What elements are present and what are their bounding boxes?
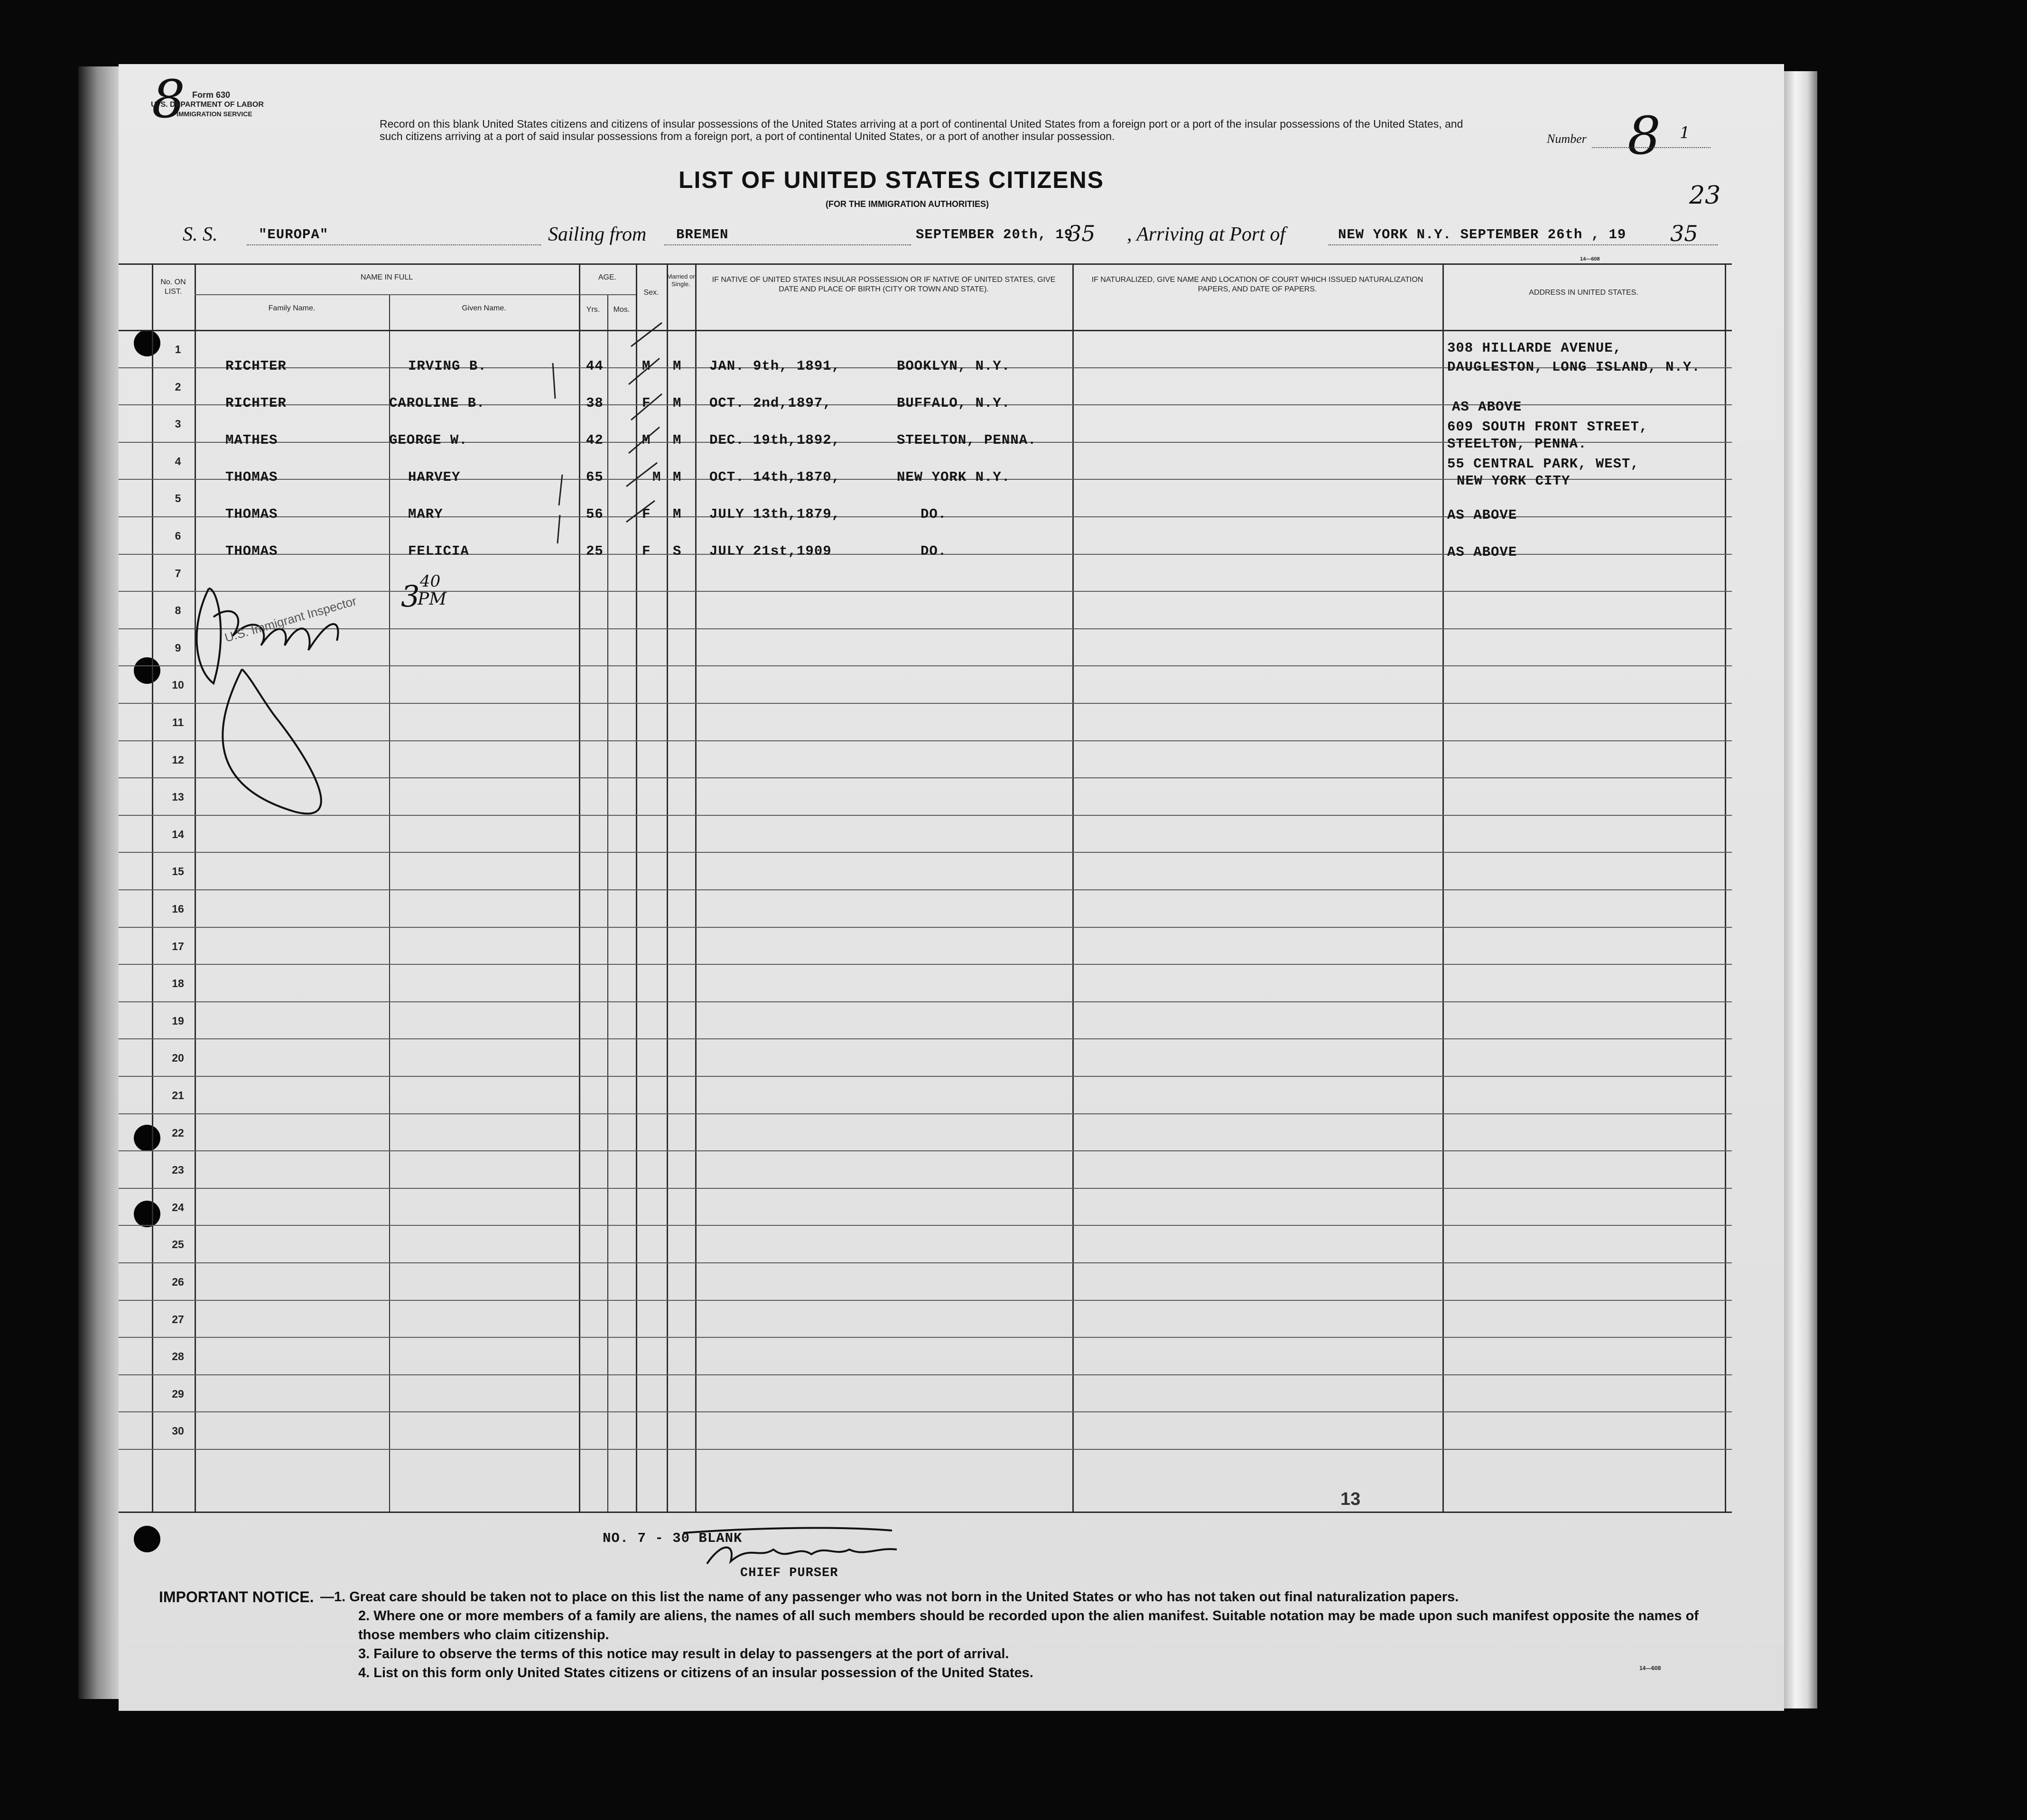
sex: F (642, 395, 651, 411)
notice-item-3: 3. Failure to observe the terms of this notice may result in delay to passengers at the port of arrival. (358, 1646, 1009, 1661)
stamp-time-minutes: 40 (420, 572, 441, 591)
row-rule (119, 927, 1732, 928)
birth-place: BOOKLYN, N.Y. (897, 358, 1011, 374)
notice-item-2: 2. Where one or more members of a family are aliens, the names of all such members should be recorded upon the alien manifest. Suitable notation may be made upon such manifest opposite the names of those members who claim citizenship. (358, 1608, 1699, 1643)
row-rule (119, 1225, 1732, 1226)
port-rule (664, 244, 911, 245)
inspector-stamp-text: U.S. Immigrant Inspector (223, 593, 358, 645)
number-rule (1592, 147, 1711, 148)
given-name: CAROLINE B. (389, 395, 485, 411)
row-rule (119, 1038, 1732, 1039)
arrival-rule (1329, 244, 1718, 245)
address-line-1: 609 SOUTH FRONT STREET, (1447, 419, 1648, 435)
marital-status: M (673, 506, 682, 522)
ship-rule (247, 244, 541, 245)
address-line-2: DAUGLESTON, LONG ISLAND, N.Y. (1447, 359, 1701, 375)
given-name: MARY (408, 506, 443, 522)
blank-rows-note: NO. 7 - 30 BLANK (603, 1531, 743, 1546)
passenger-table (119, 263, 1732, 1512)
stamp-time-hour: 3 (401, 579, 420, 614)
marital-status: S (673, 543, 682, 559)
check-marks (119, 263, 1732, 596)
page-mark: 23 (1689, 181, 1721, 210)
notice-item-4: 4. List on this form only United States citizens or citizens of an insular possession of the United States. (358, 1665, 1033, 1680)
birth-date: JAN. 9th, 1891, (709, 358, 841, 374)
handwritten-form-mark: 8 (152, 69, 185, 130)
page-edge (1784, 71, 1817, 1708)
marital-status: M (673, 432, 682, 448)
form-department: U. S. DEPARTMENT OF LABOR (151, 101, 264, 109)
col-header-married: Married or Single. (667, 273, 695, 288)
row-number: 26 (172, 1276, 184, 1288)
sex: F (642, 543, 651, 559)
given-name: HARVEY (408, 469, 461, 485)
form-instructions: Record on this blank United States citizens and citizens of insular possessions of the United States arriving at a port of continental United States from a foreign port or a port of the insular possessions of the United States, and such citizens arriving at a port of said insular possessions from a foreign port, a port of continental United States, or a port of another insular possession. (380, 118, 1463, 142)
ship-name: "EUROPA" (259, 227, 329, 243)
row-number: 20 (172, 1052, 184, 1064)
purser-signature-icon (679, 1516, 925, 1568)
col-header-given: Given Name. (462, 304, 506, 312)
printer-code: 14—608 (1580, 256, 1600, 262)
address-line-2: NEW YORK CITY (1457, 473, 1571, 489)
number-label: Number (1547, 132, 1587, 146)
row-number: 16 (172, 903, 184, 915)
row-rule (119, 1449, 1732, 1450)
birth-place: DO. (921, 543, 947, 559)
sailing-label: Sailing from (548, 224, 647, 245)
row-rule (119, 1411, 1732, 1412)
row-number: 5 (175, 492, 181, 504)
row-rule (119, 889, 1732, 890)
family-name: RICHTER (225, 358, 287, 374)
marital-status: M (673, 469, 682, 485)
age-years: 42 (586, 432, 604, 448)
family-name: RICHTER (225, 395, 287, 411)
birth-date: OCT. 2nd,1897, (709, 395, 832, 411)
sailing-date: SEPTEMBER 20th, 19 (916, 227, 1073, 243)
row-rule (119, 1076, 1732, 1077)
form-service: IMMIGRATION SERVICE (177, 110, 252, 118)
arrival-year: 35 (1670, 221, 1698, 246)
row-number: 6 (175, 530, 181, 542)
row-rule (119, 1113, 1732, 1114)
arrival-label: , Arriving at Port of (1127, 224, 1286, 245)
page-title: LIST OF UNITED STATES CITIZENS (679, 167, 1105, 193)
row-number: 14 (172, 828, 184, 840)
col-header-sex: Sex. (643, 289, 659, 297)
row-number: 13 (172, 791, 184, 803)
corner-form-code: 14—608 (1639, 1665, 1661, 1671)
birth-date: DEC. 19th,1892, (709, 432, 841, 448)
col-header-birth: IF NATIVE OF UNITED STATES INSULAR POSSESSION OR IF NATIVE OF UNITED STATES, GIVE DATE AND PLACE OF BIRTH (CITY OR TOWN AND STATE). (712, 276, 1056, 293)
row-rule (119, 1150, 1732, 1151)
page-count: 13 (1340, 1489, 1361, 1509)
birth-place: STEELTON, PENNA. (897, 432, 1037, 448)
address-line-1: AS ABOVE (1452, 399, 1522, 415)
row-number: 25 (172, 1238, 184, 1251)
row-number: 30 (172, 1425, 184, 1437)
family-name: THOMAS (225, 469, 278, 485)
row-number: 18 (172, 977, 184, 989)
row-rule (119, 1001, 1732, 1002)
family-name: THOMAS (225, 506, 278, 522)
stamp-time-suffix: PM (418, 589, 447, 609)
row-number: 1 (175, 343, 181, 355)
row-number: 15 (172, 865, 184, 877)
birth-place: DO. (921, 506, 947, 522)
row-rule (119, 1188, 1732, 1189)
binder-hole (134, 1526, 160, 1552)
col-header-family: Family Name. (268, 304, 316, 312)
row-rule (119, 1262, 1732, 1263)
number-tick-mark: 1 (1680, 123, 1690, 142)
birth-date: OCT. 14th,1870, (709, 469, 841, 485)
col-header-no: No. ON LIST. (160, 278, 186, 296)
marital-status: M (673, 358, 682, 374)
row-number: 12 (172, 754, 184, 766)
list-number: 8 (1627, 105, 1661, 166)
row-rule (119, 1300, 1732, 1301)
col-header-address: ADDRESS IN UNITED STATES. (1529, 289, 1638, 297)
row-number: 23 (172, 1164, 184, 1176)
given-name: GEORGE W. (389, 432, 468, 448)
row-number: 8 (175, 604, 181, 616)
row-number: 27 (172, 1313, 184, 1325)
birth-date: JULY 13th,1879, (709, 506, 841, 522)
age-years: 65 (586, 469, 604, 485)
form-number: Form 630 (192, 90, 231, 100)
address-line-1: 55 CENTRAL PARK, WEST, (1447, 456, 1639, 472)
col-header-name-group: NAME IN FULL (360, 273, 413, 281)
row-number: 22 (172, 1127, 184, 1139)
address-line-1: 308 HILLARDE AVENUE, (1447, 340, 1622, 356)
row-rule (119, 964, 1732, 965)
row-number: 24 (172, 1201, 184, 1213)
col-header-age: AGE. (598, 273, 617, 281)
row-number: 29 (172, 1388, 184, 1400)
col-header-naturalized: IF NATURALIZED, GIVE NAME AND LOCATION OF COURT WHICH ISSUED NATURALIZATION PAPERS, AND DATE OF PAPERS. (1091, 276, 1423, 293)
sex: M (642, 358, 651, 374)
binding-spine (78, 66, 121, 1699)
birth-place: NEW YORK N.Y. (897, 469, 1011, 485)
col-header-yrs: Yrs. (586, 306, 600, 314)
notice-item-1: —1. Great care should be taken not to place on this list the name of any passenger who was not born in the United States or who has not taken out final naturalization papers. (320, 1589, 1459, 1605)
sex: M (652, 469, 661, 485)
arrival-port-date: NEW YORK N.Y. SEPTEMBER 26th , 19 (1338, 227, 1627, 243)
address-line-2: STEELTON, PENNA. (1447, 436, 1587, 452)
row-rule (119, 852, 1732, 853)
marital-status: M (673, 395, 682, 411)
sailing-port: BREMEN (676, 227, 729, 243)
row-rule (119, 1337, 1732, 1338)
age-years: 44 (586, 358, 604, 374)
row-number: 19 (172, 1015, 184, 1027)
row-number: 10 (172, 679, 184, 691)
sex: M (642, 432, 651, 448)
sailing-year: 35 (1068, 221, 1096, 246)
row-number: 3 (175, 418, 181, 430)
given-name: IRVING B. (408, 358, 487, 374)
notice-heading: IMPORTANT NOTICE. (159, 1588, 314, 1605)
row-number: 11 (172, 716, 184, 728)
age-years: 25 (586, 543, 604, 559)
row-number: 17 (172, 940, 184, 952)
row-number: 2 (175, 381, 181, 393)
row-number: 28 (172, 1350, 184, 1363)
ship-label: S. S. (183, 224, 218, 245)
family-name: MATHES (225, 432, 278, 448)
given-name: FELICIA (408, 543, 469, 559)
row-number: 4 (175, 455, 181, 467)
inspector-signature-icon (190, 560, 437, 826)
age-years: 56 (586, 506, 604, 522)
sex: F (642, 506, 651, 522)
address-line-1: AS ABOVE (1447, 507, 1517, 523)
row-rule (119, 1374, 1732, 1375)
table-bottom-rule (119, 1512, 1732, 1513)
birth-place: BUFFALO, N.Y. (897, 395, 1011, 411)
family-name: THOMAS (225, 543, 278, 559)
row-number: 21 (172, 1089, 184, 1101)
row-number: 7 (175, 567, 181, 579)
col-header-mos: Mos. (613, 306, 630, 314)
birth-date: JULY 21st,1909 (709, 543, 832, 559)
page-subtitle: (FOR THE IMMIGRATION AUTHORITIES) (826, 199, 989, 209)
age-years: 38 (586, 395, 604, 411)
address-line-1: AS ABOVE (1447, 544, 1517, 560)
chief-purser-label: CHIEF PURSER (740, 1566, 838, 1580)
row-number: 9 (175, 642, 181, 654)
